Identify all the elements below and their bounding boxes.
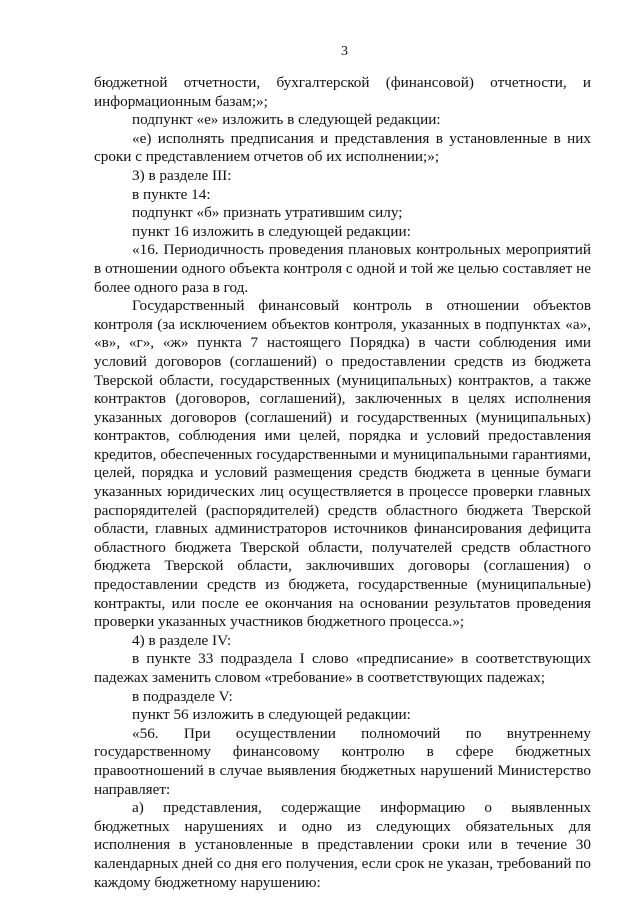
- paragraph: подпункт «б» признать утратившим силу;: [132, 204, 403, 222]
- paragraph: в подразделе V:: [132, 687, 233, 705]
- paragraph: в пункте 33 подраздела I слово «предписание» в соответствующих падежах заменить словом «требование» в соответствующих падежах;: [94, 650, 591, 686]
- paragraph: Государственный финансовый контроль в отношении объектов контроля (за исключением объектов контроля, указанных в подпунктах «а», «в», «г», «ж» пункта 7 настоящего Порядка) в части соблюдения ими условий договоров (соглашений) о предоставлении средств из бюджета Тверской области, государственных (муниципальных) контрактов, а также контрактов (договоров, соглашений), заключенных в целях исполнения указанных договоров (соглашений) и государственных (муниципальных) контрактов, соблюдения ими целей, порядка и условий предоставления кредитов, обеспеченных государственными и муниципальными гарантиями, целей, порядка и условий размещения средств бюджета в ценные бумаги указанных юридических лиц осуществляется в процессе проверки главных распорядителей (распорядителей) средств областного бюджета Тверской области, главных администраторов источников финансирования дефицита областного бюджета Тверской области, получателей средств областного бюджета Тверской области, заключивших договоры (соглашения) о предоставлении средств из бюджета, государственные (муниципальные) контракты, или после ее окончания на основании результатов проведения проверки указанных участников бюджетного процесса.»;: [94, 297, 591, 631]
- paragraph: бюджетной отчетности, бухгалтерской (финансовой) отчетности, и информационным базам;»;: [94, 74, 591, 110]
- paragraph: пункт 16 изложить в следующей редакции:: [132, 222, 411, 240]
- paragraph: пункт 56 изложить в следующей редакции:: [132, 706, 411, 724]
- paragraph: а) представления, содержащие информацию о выявленных бюджетных нарушениях и одно из следующих обязательных для исполнения в установленные в представлении сроки или в течение 30 календарных дней со дня его получения, если срок не указан, требований по каждому бюджетному нарушению:: [94, 799, 591, 891]
- paragraph: подпункт «е» изложить в следующей редакции:: [132, 111, 441, 129]
- paragraph: 3) в разделе III:: [132, 166, 232, 184]
- paragraph: «16. Периодичность проведения плановых контрольных мероприятий в отношении одного объекта контроля с одной и той же целью составляет не более одного раза в год.: [94, 241, 591, 296]
- paragraph: «е) исполнять предписания и представления в установленные в них сроки с представлением отчетов об их исполнении;»;: [94, 129, 591, 166]
- paragraph: в пункте 14:: [132, 185, 211, 203]
- paragraph: «56. При осуществлении полномочий по внутреннему государственному финансовому контролю в сфере бюджетных правоотношений в случае выявления бюджетных нарушений Министерство направляет:: [94, 724, 591, 798]
- document-body: [94, 74, 591, 892]
- page-number: 3: [341, 44, 348, 59]
- paragraph: 4) в разделе IV:: [132, 631, 232, 649]
